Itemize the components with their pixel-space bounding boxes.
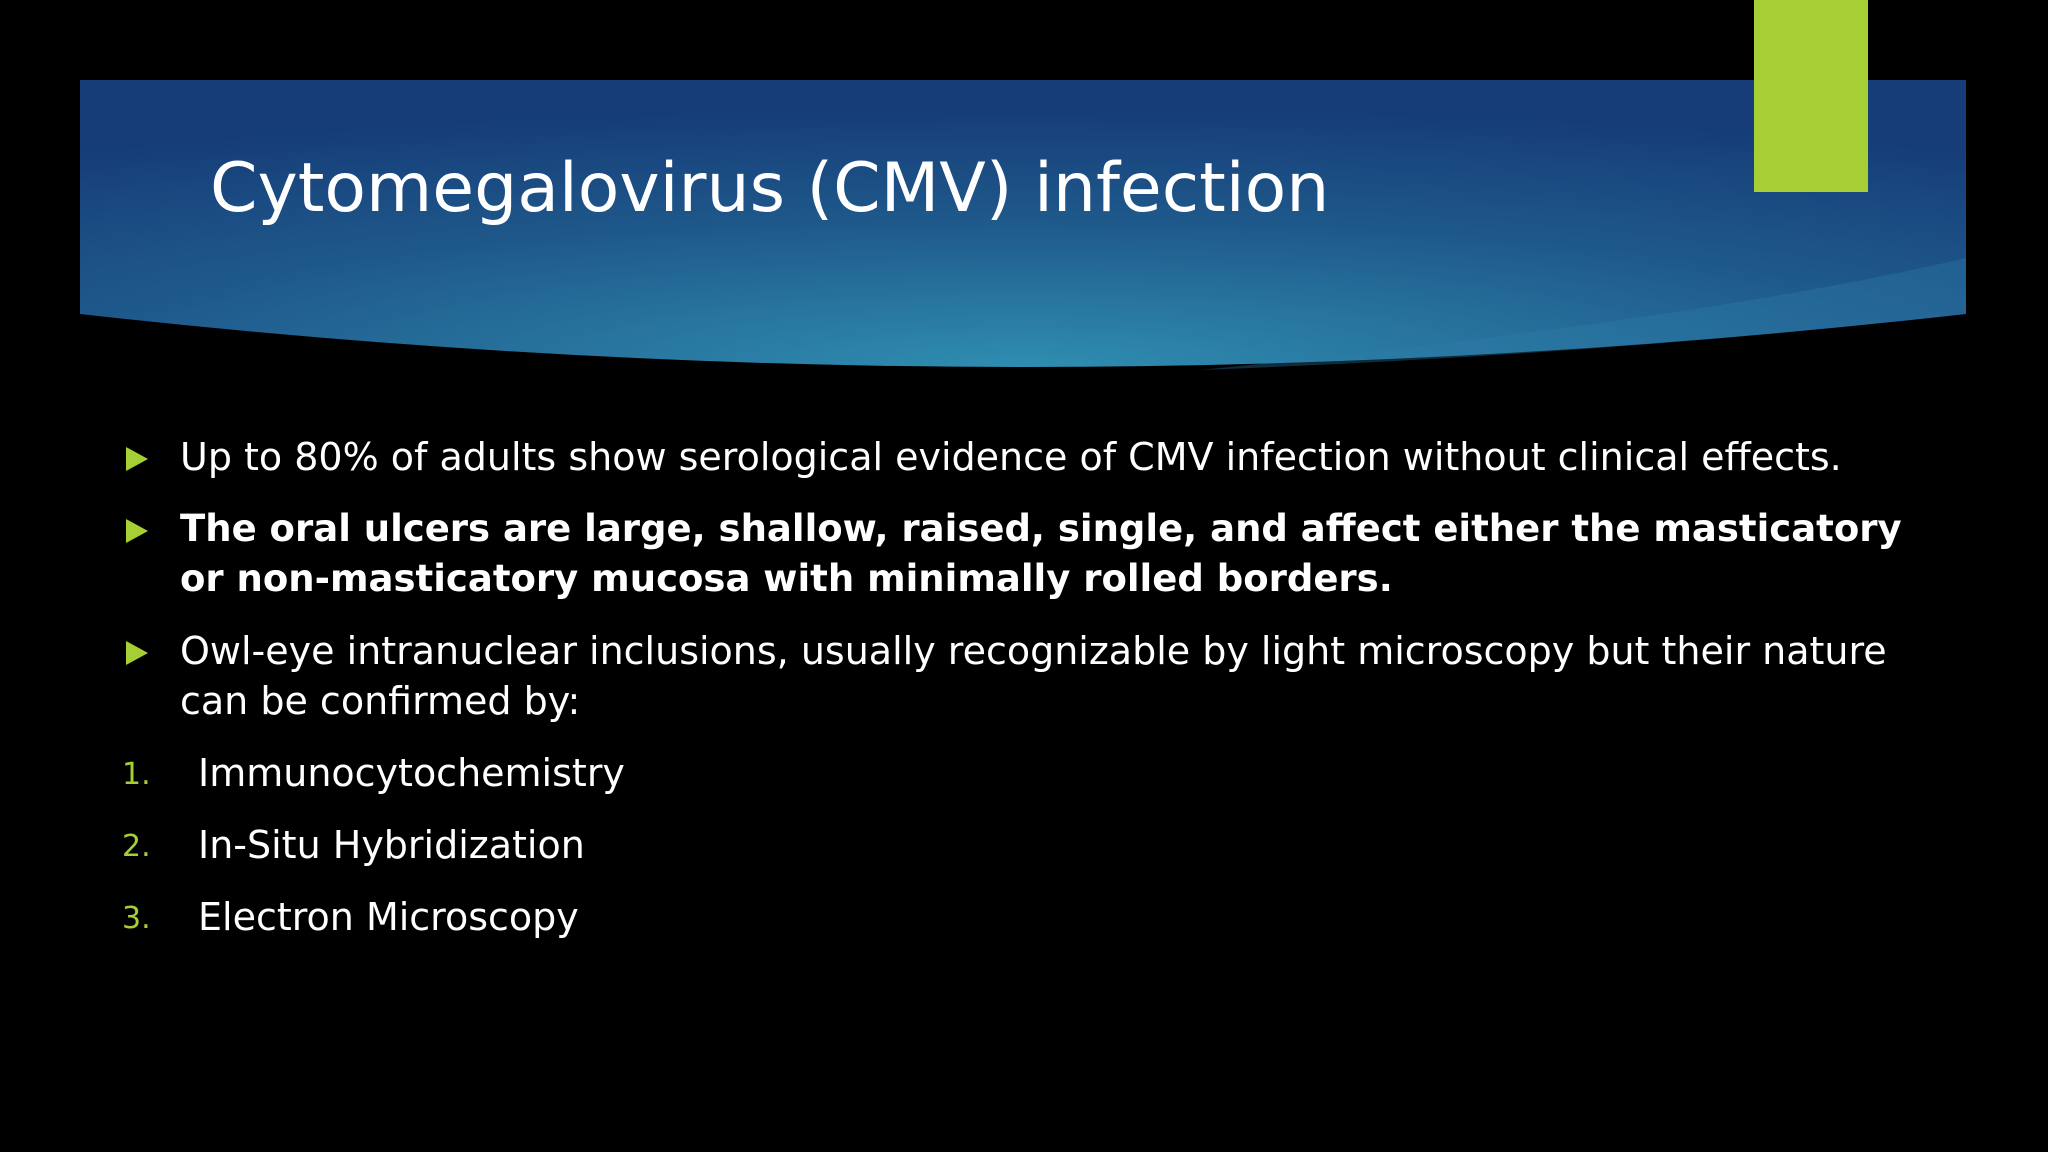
bullet-text: Owl-eye intranuclear inclusions, usually recognizable by light microscopy but their nature can be confirmed by: [180, 629, 1887, 723]
item-number: 3. [122, 901, 151, 936]
triangle-bullet-icon [126, 641, 148, 665]
slide-content [118, 432, 1958, 964]
item-number: 2. [122, 829, 151, 864]
bullet-text: The oral ulcers are large, shallow, raised, single, and affect either the masticatory or non-masticatory mucosa with minimally rolled borders. [180, 507, 1902, 600]
numbered-item [118, 820, 1958, 870]
triangle-bullet-icon [126, 447, 148, 471]
numbered-item [118, 892, 1958, 942]
triangle-bullet-icon [126, 519, 148, 543]
bullet-item [118, 626, 1958, 726]
item-number: 1. [122, 757, 151, 792]
slide-title: Cytomegalovirus (CMV) infection [210, 149, 1330, 228]
numbered-text: Immunocytochemistry [198, 751, 625, 795]
numbered-text: Electron Microscopy [198, 895, 579, 939]
bullet-item [118, 432, 1958, 482]
bullet-item [118, 504, 1958, 604]
bullet-text: Up to 80% of adults show serological evidence of CMV infection without clinical effects. [180, 435, 1842, 479]
numbered-item [118, 748, 1958, 798]
accent-tab [1754, 0, 1868, 192]
numbered-text: In-Situ Hybridization [198, 823, 585, 867]
